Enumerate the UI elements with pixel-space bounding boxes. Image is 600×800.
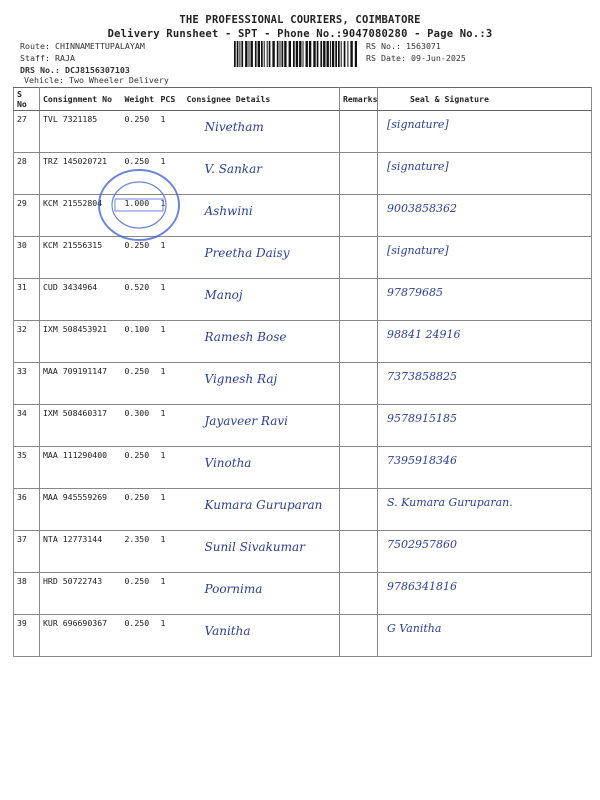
cell-remarks <box>340 531 378 573</box>
table-row <box>14 321 592 363</box>
cell-weight-text: 0.250 <box>124 366 150 376</box>
cell-weight-text: 0.250 <box>124 576 150 586</box>
cell-weight-text: 0.520 <box>124 282 150 292</box>
col-header-consignee: Consignee Details <box>184 88 340 111</box>
cell-sno-text: 28 <box>17 156 27 166</box>
handwritten-consignee-name: Poornima <box>204 582 263 596</box>
cell-weight-text: 0.250 <box>124 114 150 124</box>
handwritten-signature: 7395918346 <box>387 454 457 467</box>
handwritten-consignee-name: Vignesh Raj <box>204 372 278 386</box>
cell-consignee <box>184 615 340 657</box>
col-header-consignment: Consignment No <box>40 88 122 111</box>
cell-consignment-no-text: HRD 50722743 <box>43 576 103 586</box>
cell-pcs-text: 1 <box>160 618 166 628</box>
cell-weight-text: 0.250 <box>124 492 150 502</box>
drs-text: DRS No.: DCJ8156307103 <box>20 65 130 75</box>
cell-pcs <box>158 363 184 405</box>
cell-signature <box>378 531 592 573</box>
table-row <box>14 279 592 321</box>
cell-remarks <box>340 321 378 363</box>
cell-sno <box>14 237 40 279</box>
cell-pcs-text: 1 <box>160 492 166 502</box>
cell-sno-text: 38 <box>17 576 27 586</box>
cell-sno-text: 37 <box>17 534 27 544</box>
rs-no-text: RS No.: 1563071 <box>366 41 441 51</box>
handwritten-signature: 98841 24916 <box>387 328 461 341</box>
cell-sno-text: 29 <box>17 198 27 208</box>
cell-pcs <box>158 321 184 363</box>
table-row <box>14 447 592 489</box>
cell-consignee <box>184 447 340 489</box>
table-row <box>14 615 592 657</box>
handwritten-consignee-name: Jayaveer Ravi <box>204 414 289 428</box>
table-row <box>14 531 592 573</box>
table-row <box>14 405 592 447</box>
cell-weight-text: 0.300 <box>124 408 150 418</box>
cell-consignment-no-text: MAA 945559269 <box>43 492 108 502</box>
handwritten-signature: [signature] <box>387 118 449 131</box>
cell-consignment-no-text: KUR 696690367 <box>43 618 108 628</box>
cell-signature <box>378 615 592 657</box>
staff-text: Staff: RAJA <box>20 53 75 63</box>
cell-sno-text: 36 <box>17 492 27 502</box>
cell-weight-text: 0.100 <box>124 324 150 334</box>
handwritten-signature: S. Kumara Guruparan. <box>387 496 513 509</box>
vehicle-text: Vehicle: Two Wheeler Delivery <box>24 75 169 85</box>
cell-consignee <box>184 531 340 573</box>
cell-remarks <box>340 489 378 531</box>
table-row <box>14 111 592 153</box>
col-header-weight: Weight <box>122 88 158 111</box>
cell-weight-text: 0.250 <box>124 450 150 460</box>
cell-consignee <box>184 573 340 615</box>
cell-signature <box>378 153 592 195</box>
cell-signature <box>378 363 592 405</box>
cell-sno <box>14 447 40 489</box>
cell-pcs <box>158 405 184 447</box>
handwritten-consignee-name: Ramesh Bose <box>204 330 287 344</box>
cell-remarks <box>340 279 378 321</box>
handwritten-signature: 9786341816 <box>387 580 457 593</box>
cell-sno <box>14 531 40 573</box>
cell-weight-text: 0.250 <box>124 156 150 166</box>
cell-weight-text: 2.350 <box>124 534 150 544</box>
cell-pcs-text: 1 <box>160 198 166 208</box>
table-row <box>14 573 592 615</box>
cell-weight <box>122 573 158 615</box>
handwritten-consignee-name: Vinotha <box>204 456 252 470</box>
cell-weight <box>122 447 158 489</box>
cell-weight <box>122 489 158 531</box>
cell-consignment-no <box>40 615 122 657</box>
cell-consignment-no <box>40 111 122 153</box>
cell-signature <box>378 237 592 279</box>
cell-remarks <box>340 237 378 279</box>
handwritten-signature: 97879685 <box>387 286 443 299</box>
cell-consignment-no-text: TRZ 145020721 <box>43 156 108 166</box>
col-header-signature: Seal & Signature <box>378 88 592 111</box>
cell-signature <box>378 489 592 531</box>
cell-sno-text: 33 <box>17 366 27 376</box>
cell-consignee <box>184 405 340 447</box>
cell-signature <box>378 405 592 447</box>
handwritten-consignee-name: Ashwini <box>204 204 253 218</box>
col-header-sno: S No <box>14 88 40 111</box>
cell-consignee <box>184 111 340 153</box>
handwritten-signature: 9003858362 <box>387 202 457 215</box>
cell-consignment-no <box>40 321 122 363</box>
cell-sno <box>14 573 40 615</box>
cell-weight-text: 0.250 <box>124 618 150 628</box>
cell-pcs-text: 1 <box>160 240 166 250</box>
cell-consignment-no <box>40 447 122 489</box>
rs-date-text: RS Date: 09-Jun-2025 <box>366 53 466 63</box>
cell-consignee <box>184 279 340 321</box>
cell-pcs <box>158 615 184 657</box>
cell-sno <box>14 615 40 657</box>
cell-consignee <box>184 195 340 237</box>
cell-sno <box>14 279 40 321</box>
cell-sno-text: 31 <box>17 282 27 292</box>
handwritten-signature: [signature] <box>387 160 449 173</box>
cell-remarks <box>340 111 378 153</box>
cell-consignee <box>184 489 340 531</box>
cell-signature <box>378 447 592 489</box>
cell-sno <box>14 111 40 153</box>
cell-pcs-text: 1 <box>160 324 166 334</box>
cell-remarks <box>340 153 378 195</box>
cell-sno-text: 39 <box>17 618 27 628</box>
cell-weight-text: 0.250 <box>124 240 150 250</box>
cell-remarks <box>340 615 378 657</box>
handwritten-signature: 9578915185 <box>387 412 457 425</box>
cell-signature <box>378 573 592 615</box>
handwritten-signature: G Vanitha <box>387 622 442 635</box>
cell-pcs-text: 1 <box>160 408 166 418</box>
cell-consignee <box>184 363 340 405</box>
barcode-image <box>234 41 357 67</box>
cell-sno-text: 32 <box>17 324 27 334</box>
handwritten-consignee-name: Vanitha <box>204 624 251 638</box>
cell-consignee <box>184 153 340 195</box>
cell-pcs <box>158 573 184 615</box>
cell-sno-text: 35 <box>17 450 27 460</box>
seal-stamp <box>95 166 183 244</box>
cell-pcs-text: 1 <box>160 450 166 460</box>
cell-sno <box>14 153 40 195</box>
cell-sno <box>14 363 40 405</box>
cell-sno <box>14 405 40 447</box>
cell-pcs-text: 1 <box>160 114 166 124</box>
cell-pcs <box>158 279 184 321</box>
cell-weight <box>122 405 158 447</box>
cell-weight <box>122 531 158 573</box>
cell-consignment-no-text: NTA 12773144 <box>43 534 103 544</box>
cell-consignment-no-text: KCM 21552804 <box>43 198 103 208</box>
col-header-pcs: PCS <box>158 88 184 111</box>
cell-consignment-no <box>40 279 122 321</box>
cell-pcs <box>158 489 184 531</box>
cell-pcs-text: 1 <box>160 282 166 292</box>
cell-consignment-no-text: MAA 111290400 <box>43 450 108 460</box>
cell-sno <box>14 321 40 363</box>
cell-consignment-no <box>40 531 122 573</box>
cell-weight <box>122 321 158 363</box>
handwritten-consignee-name: Nivetham <box>204 120 264 134</box>
cell-sno-text: 30 <box>17 240 27 250</box>
cell-remarks <box>340 447 378 489</box>
cell-consignment-no-text: IXM 508453921 <box>43 324 108 334</box>
cell-sno-text: 34 <box>17 408 27 418</box>
cell-consignment-no-text: KCM 21556315 <box>43 240 103 250</box>
cell-weight <box>122 615 158 657</box>
cell-signature <box>378 279 592 321</box>
cell-remarks <box>340 363 378 405</box>
cell-pcs-text: 1 <box>160 576 166 586</box>
cell-consignment-no <box>40 489 122 531</box>
handwritten-signature: [signature] <box>387 244 449 257</box>
cell-sno-text: 27 <box>17 114 27 124</box>
handwritten-consignee-name: Kumara Guruparan <box>204 498 323 512</box>
table-header-row <box>14 88 592 111</box>
cell-consignment-no-text: MAA 709191147 <box>43 366 108 376</box>
table-row <box>14 489 592 531</box>
cell-consignee <box>184 321 340 363</box>
cell-consignment-no <box>40 363 122 405</box>
cell-consignee <box>184 237 340 279</box>
cell-remarks <box>340 573 378 615</box>
cell-consignment-no-text: IXM 508460317 <box>43 408 108 418</box>
cell-weight-text: 1.000 <box>124 198 150 208</box>
col-header-remarks: Remarks <box>340 88 378 111</box>
table-row <box>14 363 592 405</box>
cell-weight <box>122 279 158 321</box>
cell-sno <box>14 489 40 531</box>
cell-pcs <box>158 447 184 489</box>
handwritten-consignee-name: Preetha Daisy <box>204 246 290 260</box>
cell-weight <box>122 111 158 153</box>
cell-consignment-no-text: CUD 3434964 <box>43 282 98 292</box>
cell-pcs-text: 1 <box>160 534 166 544</box>
cell-remarks <box>340 195 378 237</box>
handwritten-signature: 7502957860 <box>387 538 457 551</box>
cell-pcs-text: 1 <box>160 366 166 376</box>
cell-signature <box>378 321 592 363</box>
cell-consignment-no <box>40 573 122 615</box>
company-title: THE PROFESSIONAL COURIERS, COIMBATORE <box>179 14 421 26</box>
handwritten-consignee-name: Manoj <box>204 288 243 302</box>
handwritten-consignee-name: V. Sankar <box>204 162 262 176</box>
runsheet-subtitle: Delivery Runsheet - SPT - Phone No.:9047080280 - Page No.:3 <box>107 28 493 40</box>
cell-remarks <box>340 405 378 447</box>
route-text: Route: CHINNAMETTUPALAYAM <box>20 41 145 51</box>
cell-consignment-no-text: TVL 7321185 <box>43 114 98 124</box>
cell-consignment-no <box>40 405 122 447</box>
cell-pcs <box>158 531 184 573</box>
cell-weight <box>122 363 158 405</box>
cell-pcs <box>158 111 184 153</box>
cell-pcs-text: 1 <box>160 156 166 166</box>
cell-signature <box>378 195 592 237</box>
handwritten-consignee-name: Sunil Sivakumar <box>204 540 305 554</box>
cell-sno <box>14 195 40 237</box>
handwritten-signature: 7373858825 <box>387 370 457 383</box>
cell-signature <box>378 111 592 153</box>
